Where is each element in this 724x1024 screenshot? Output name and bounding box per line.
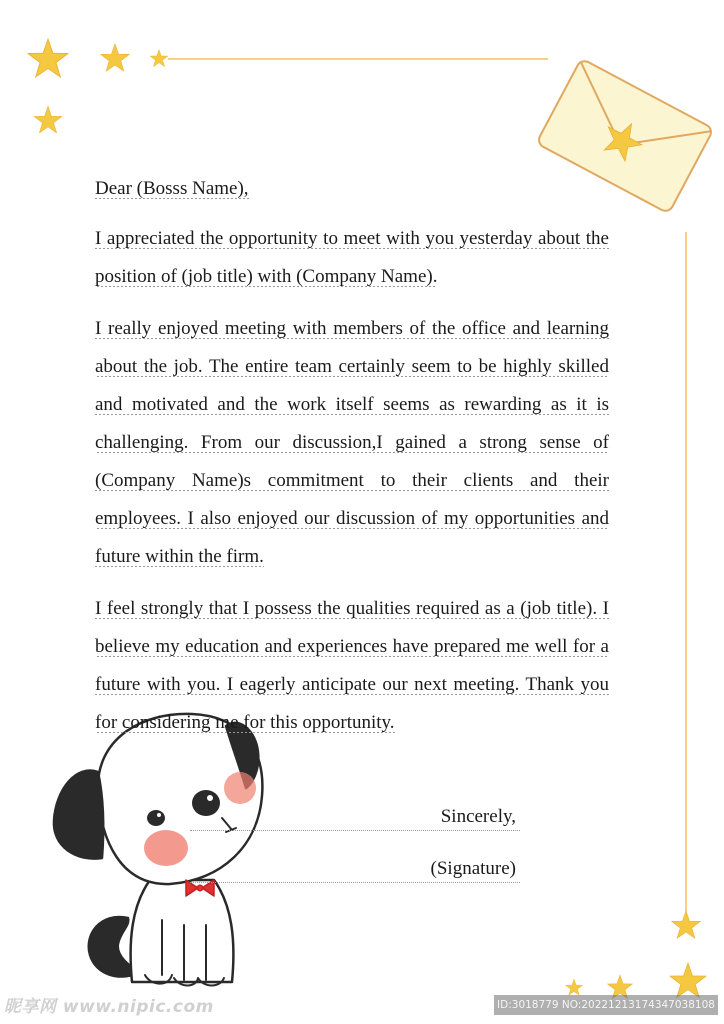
star-icon (150, 50, 168, 67)
signature-text: (Signature) (430, 858, 516, 879)
signature-line (190, 852, 520, 883)
watermark-id: ID:3018779 NO:20221213174347038108 (494, 995, 718, 1015)
letter-body (95, 170, 609, 756)
star-icon (28, 39, 68, 77)
letter-greeting: Dear (Bosss Name), (95, 178, 249, 199)
star-icon (101, 44, 130, 71)
closing-line (190, 800, 520, 831)
letter-paragraph-1: I appreciated the opportunity to meet with you yesterday about the position of (job title) with (Company Name). (95, 228, 609, 287)
star-icon (672, 911, 701, 938)
closing-text: Sincerely, (440, 806, 516, 827)
star-icon (34, 107, 62, 133)
letter-paragraph-3: I feel strongly that I possess the qualities required as a (job title). I believe my education and experiences have prepared me well for a future with you. I eagerly anticipate our next meeting. Thank you for considering me for this opportunity. (95, 598, 609, 733)
watermark-site: 昵享网 www.nipic.com (4, 997, 214, 1017)
letter-paragraph-2: I really enjoyed meeting with members of the office and learning about the job. The entire team certainly seem to be highly skilled and motivated and the work itself seems as rewarding as it is challenging. From our discussion,I gained a strong sense of (Company Name)s commitment to their clients and their employees. I also enjoyed our discussion of my opportunities and future within the firm. (95, 318, 609, 567)
star-icon (565, 979, 582, 995)
star-icon (670, 963, 706, 997)
